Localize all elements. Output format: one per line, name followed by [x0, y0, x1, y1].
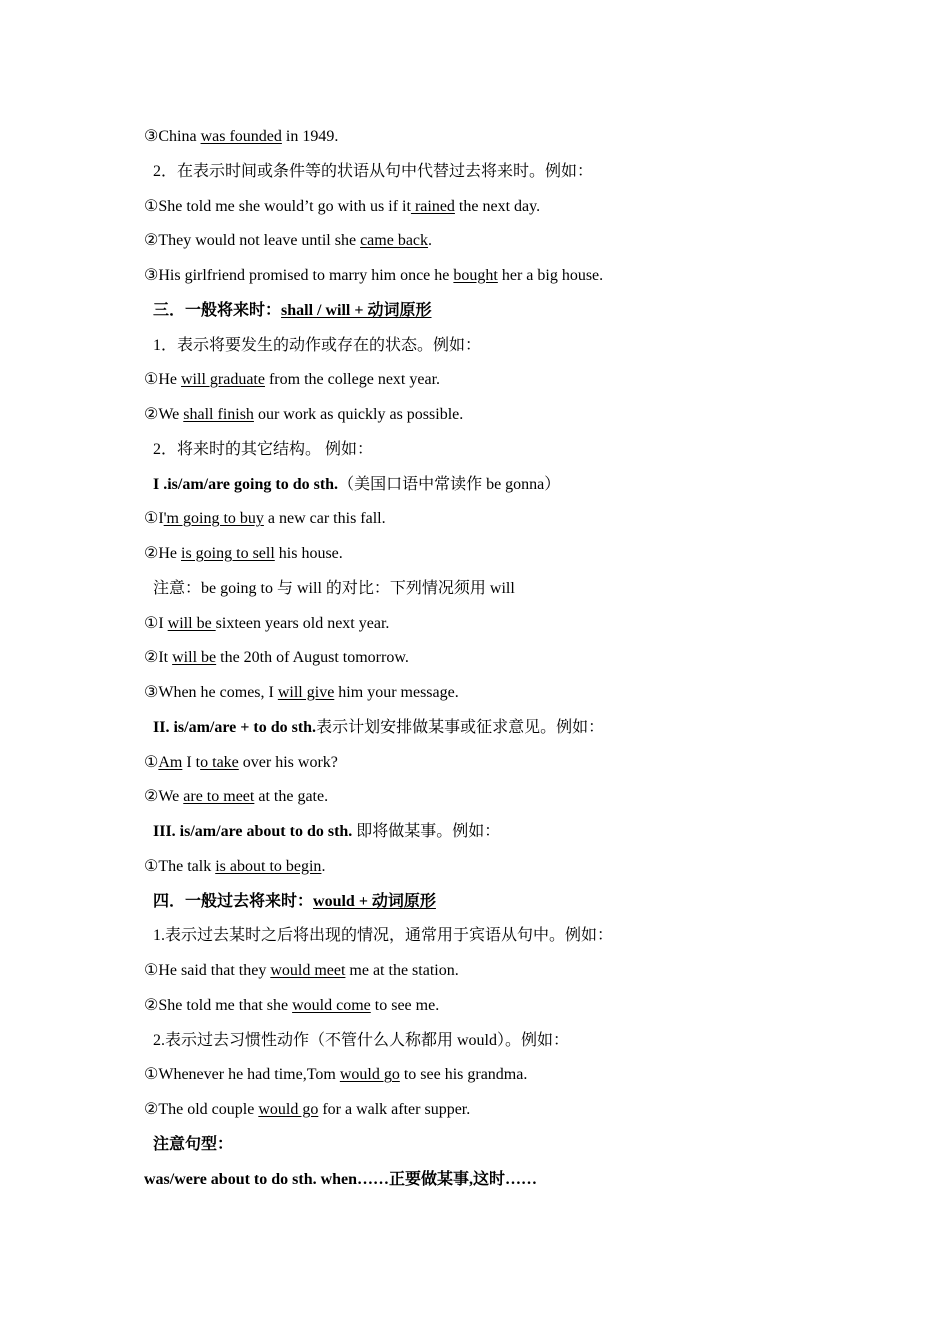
text-line: [153, 474, 560, 496]
text-segment: .: [428, 232, 433, 250]
text-line: [153, 439, 373, 461]
underlined-phrase: was founded: [200, 128, 282, 145]
text-segment: 2.表示过去习惯性动作（不管什么人称都用 would）。例如：: [153, 1031, 570, 1049]
text-segment: ②She told me that she: [144, 996, 293, 1014]
text-segment: over his work?: [238, 753, 338, 771]
text-segment: I .is/am/are going to do sth.: [153, 475, 339, 493]
text-line: [153, 161, 593, 183]
text-segment: .: [321, 857, 326, 875]
text-segment: his house.: [274, 545, 343, 562]
text-segment: ①: [144, 753, 159, 771]
text-line: [153, 300, 432, 322]
text-line: [144, 995, 439, 1017]
text-segment: 1．表示将要发生的动作或存在的状态。例如：: [153, 336, 482, 354]
text-segment: ②It: [144, 649, 173, 667]
text-line: [144, 508, 386, 530]
underlined-phrase: would go: [258, 1101, 319, 1118]
underlined-phrase: bought: [453, 267, 498, 284]
text-line: [144, 126, 338, 148]
text-segment: 表示计划安排做某事或征求意见。例如：: [316, 718, 605, 736]
text-segment: ①Whenever he had time,Tom: [144, 1066, 340, 1084]
text-line: [144, 404, 463, 426]
text-segment: 三．一般将来时：: [153, 301, 282, 319]
text-segment: ①He said that they: [144, 962, 271, 979]
underlined-phrase: is about to begin: [215, 857, 322, 875]
text-line: [153, 1134, 233, 1156]
text-line: [144, 543, 343, 565]
text-segment: 2．在表示时间或条件等的状语从句中代替过去将来时。例如：: [153, 162, 594, 180]
text-segment: him your message.: [334, 684, 459, 701]
text-segment: in 1949.: [281, 128, 339, 145]
text-line: [153, 578, 515, 600]
text-segment: our work as quickly as possible.: [253, 406, 464, 423]
text-segment: sixteen years old next year.: [215, 614, 390, 632]
text-segment: at the gate.: [254, 788, 329, 806]
text-line: [153, 1030, 569, 1052]
text-line: [144, 196, 540, 218]
underlined-phrase: would meet: [270, 962, 346, 979]
underlined-phrase: would come: [292, 996, 371, 1014]
text-segment: 即将做某事。例如：: [352, 823, 501, 840]
text-line: [144, 1099, 470, 1121]
text-line: [144, 369, 440, 391]
underlined-phrase: would + 动词原形: [313, 892, 436, 910]
text-segment: to see his grandma.: [399, 1066, 528, 1084]
underlined-phrase: Am: [158, 753, 183, 771]
text-segment: from the college next year.: [264, 371, 441, 389]
text-segment: ①He: [144, 371, 181, 389]
underlined-phrase: is going to sell: [181, 545, 275, 562]
text-segment: ③China: [144, 128, 201, 145]
text-line: [144, 786, 328, 808]
text-line: [144, 265, 603, 287]
text-line: [153, 717, 604, 739]
text-segment: was/were about to do sth. when……正要做某事,这时……: [144, 1170, 538, 1188]
text-line: [144, 1064, 527, 1086]
underlined-phrase: 'm going to buy: [163, 510, 264, 528]
text-segment: ③When he comes, I: [144, 684, 278, 701]
text-line: [153, 335, 481, 357]
text-segment: ①She told me she would’t go with us if it: [144, 197, 411, 215]
text-segment: 2．将来时的其它结构。 例如：: [153, 440, 374, 458]
text-line: [144, 613, 389, 635]
text-line: [144, 752, 338, 774]
text-line: [153, 891, 436, 913]
underlined-phrase: will be: [167, 614, 216, 632]
text-line: [153, 821, 500, 843]
text-segment: the next day.: [454, 197, 541, 215]
text-segment: ①I: [144, 614, 168, 632]
underlined-phrase: shall / will + 动词原形: [281, 301, 432, 319]
text-segment: ②We: [144, 406, 184, 423]
underlined-phrase: shall finish: [183, 406, 254, 423]
text-line: [144, 1169, 537, 1191]
text-segment: II. is/am/are + to do sth.: [153, 718, 317, 736]
text-line: [153, 925, 613, 947]
text-line: [144, 856, 325, 878]
text-segment: the 20th of August tomorrow.: [216, 649, 409, 667]
text-segment: me at the station.: [345, 962, 459, 979]
underlined-phrase: are to meet: [183, 788, 255, 806]
underlined-phrase: would go: [339, 1066, 400, 1084]
text-segment: ②The old couple: [144, 1101, 259, 1118]
text-line: [144, 682, 459, 704]
text-segment: for a walk after supper.: [318, 1101, 471, 1118]
underlined-phrase: will be: [172, 649, 217, 667]
text-segment: ①I: [144, 510, 164, 528]
text-segment: I t: [182, 753, 201, 771]
text-segment: ①The talk: [144, 857, 216, 875]
text-segment: 注意句型：: [153, 1135, 234, 1153]
text-line: [144, 647, 409, 669]
text-segment: 1.表示过去某时之后将出现的情况，通常用于宾语从句中。例如：: [153, 927, 614, 945]
text-segment: ②They would not leave until she: [144, 232, 361, 250]
text-segment: her a big house.: [497, 267, 604, 284]
underlined-phrase: will graduate: [181, 371, 265, 389]
text-segment: a new car this fall.: [263, 510, 386, 528]
underlined-phrase: will give: [277, 684, 335, 701]
text-segment: 注意：be going to 与 will 的对比：下列情况须用 will: [153, 579, 515, 597]
underlined-phrase: rained: [410, 197, 455, 215]
underlined-phrase: came back: [360, 232, 429, 250]
text-segment: ②He: [144, 545, 181, 562]
text-segment: ③His girlfriend promised to marry him once he: [144, 267, 454, 284]
text-segment: （美国口语中常读作 be gonna）: [338, 475, 561, 493]
text-segment: 四．一般过去将来时：: [153, 892, 314, 910]
text-line: [144, 230, 432, 252]
text-segment: to see me.: [370, 996, 440, 1014]
text-segment: ②We: [144, 788, 184, 806]
underlined-phrase: o take: [200, 753, 239, 771]
text-line: [144, 960, 459, 982]
text-segment: III. is/am/are about to do sth.: [153, 823, 353, 840]
